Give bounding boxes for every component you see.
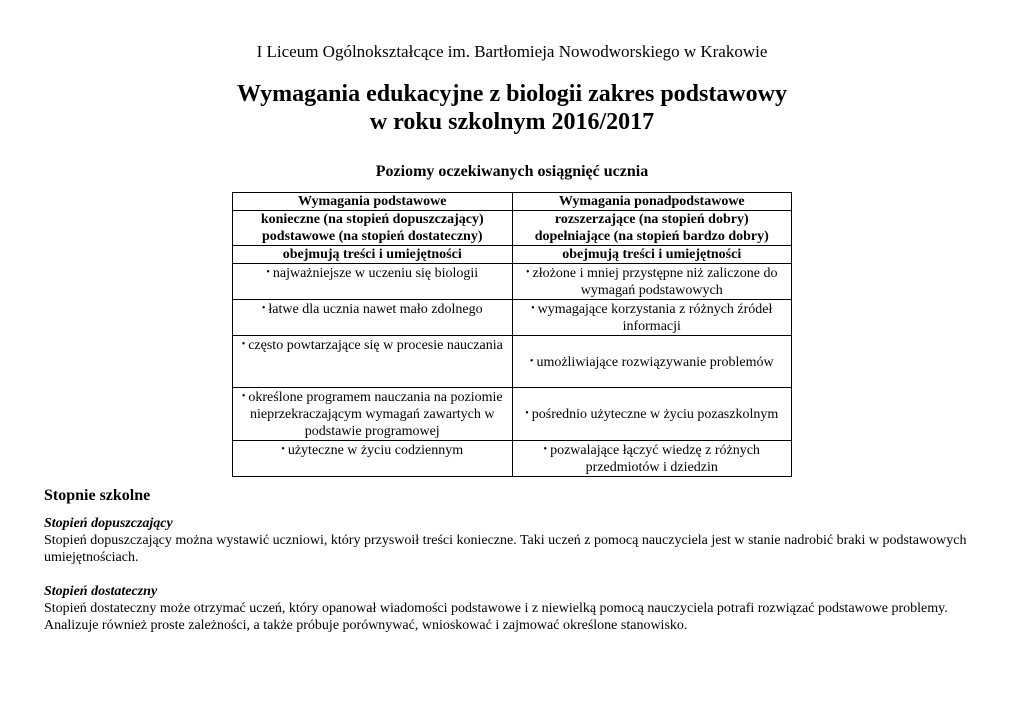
table-header-row bbox=[233, 193, 792, 211]
col-advanced-levels bbox=[512, 211, 792, 246]
bullet-icon: • bbox=[531, 303, 535, 314]
table-row bbox=[233, 388, 792, 441]
title-line-1: Wymagania edukacyjne z biologii zakres podstawowy bbox=[236, 81, 788, 107]
cell-text: złożone i mniej przystępne niż zaliczone do wymagań podstawowych bbox=[532, 266, 778, 298]
grade-section-dopuszczajacy bbox=[44, 515, 984, 566]
col-advanced-header: Wymagania ponadpodstawowe bbox=[512, 193, 792, 211]
requirements-table bbox=[232, 192, 792, 477]
cell-text: łatwe dla ucznia nawet mało zdolnego bbox=[268, 302, 483, 317]
cell-text: pośrednio użyteczne w życiu pozaszkolnym bbox=[531, 407, 779, 422]
table-cell-advanced bbox=[512, 441, 792, 477]
level-konieczne: konieczne (na stopień dopuszczający) bbox=[260, 212, 484, 227]
cell-text: umożliwiające rozwiązywanie problemów bbox=[536, 354, 774, 370]
cell-text: użyteczne w życiu codziennym bbox=[287, 443, 464, 458]
grades-heading: Stopnie szkolne bbox=[44, 487, 151, 504]
cell-text: najważniejsze w uczeniu się biologii bbox=[272, 266, 479, 281]
table-cell-advanced bbox=[512, 300, 792, 336]
col-advanced-scope: obejmują treści i umiejętności bbox=[512, 246, 792, 264]
table-cell-basic bbox=[233, 388, 513, 441]
bullet-icon: • bbox=[525, 408, 529, 419]
bullet-icon: • bbox=[261, 303, 266, 314]
col-basic-scope: obejmują treści i umiejętności bbox=[233, 246, 513, 264]
table-cell-basic bbox=[233, 300, 513, 336]
school-name: I Liceum Ogólnokształcące im. Bartłomieja Nowodworskiego w Krakowie bbox=[256, 42, 768, 61]
bullet-icon: • bbox=[281, 444, 285, 455]
level-rozszerzajace: rozszerzające (na stopień dobry) bbox=[554, 212, 749, 227]
table-cell-advanced bbox=[512, 388, 792, 441]
bullet-icon: • bbox=[241, 391, 246, 402]
grade-description: Stopień dostateczny może otrzymać uczeń, który opanował wiadomości podstawowe i z niewielką pomocą nauczyciela potrafi rozwiązać podstawowe problemy. Analizuje również proste zależności, a także próbuje porównywać, wnioskować i zajmować określone stanowisko. bbox=[44, 601, 948, 633]
bullet-icon: • bbox=[543, 444, 548, 455]
grade-section-dostateczny bbox=[44, 583, 984, 634]
table-levels-row bbox=[233, 211, 792, 246]
table-cell-basic bbox=[233, 264, 513, 300]
bullet-icon: • bbox=[526, 267, 530, 278]
table-row bbox=[233, 336, 792, 388]
level-dopelniajace: dopełniające (na stopień bardzo dobry) bbox=[534, 229, 769, 244]
bullet-icon: • bbox=[241, 339, 246, 350]
table-scope-row bbox=[233, 246, 792, 264]
table-cell-advanced bbox=[512, 336, 792, 388]
table-row bbox=[233, 264, 792, 300]
document-title bbox=[0, 80, 1024, 136]
section-subtitle: Poziomy oczekiwanych osiągnięć ucznia bbox=[375, 163, 649, 180]
cell-text: często powtarzające się w procesie nauczania bbox=[248, 338, 503, 353]
table-row bbox=[233, 441, 792, 477]
table-cell-basic bbox=[233, 336, 513, 388]
bullet-icon: • bbox=[529, 355, 534, 367]
table-cell-basic bbox=[233, 441, 513, 477]
table-cell-advanced bbox=[512, 264, 792, 300]
col-basic-header: Wymagania podstawowe bbox=[233, 193, 513, 211]
table-row bbox=[233, 300, 792, 336]
cell-text: pozwalające łączyć wiedzę z różnych przedmiotów i dziedzin bbox=[550, 443, 760, 475]
col-basic-levels bbox=[233, 211, 513, 246]
grade-title: Stopień dostateczny bbox=[44, 584, 158, 599]
bullet-icon: • bbox=[266, 267, 270, 278]
level-podstawowe: podstawowe (na stopień dostateczny) bbox=[262, 229, 483, 244]
grade-title: Stopień dopuszczający bbox=[44, 516, 173, 531]
cell-text: wymagające korzystania z różnych źródeł informacji bbox=[537, 302, 773, 334]
grade-description: Stopień dopuszczający można wystawić uczniowi, który przyswoił treści konieczne. Taki uczeń z pomocą nauczyciela jest w stanie nadrobić braki w podstawowych umiejętnościach. bbox=[44, 533, 967, 565]
cell-text: określone programem nauczania na poziomie nieprzekraczającym wymagań zawartych w podstawie programowej bbox=[248, 390, 503, 439]
title-line-2: w roku szkolnym 2016/2017 bbox=[369, 109, 655, 135]
